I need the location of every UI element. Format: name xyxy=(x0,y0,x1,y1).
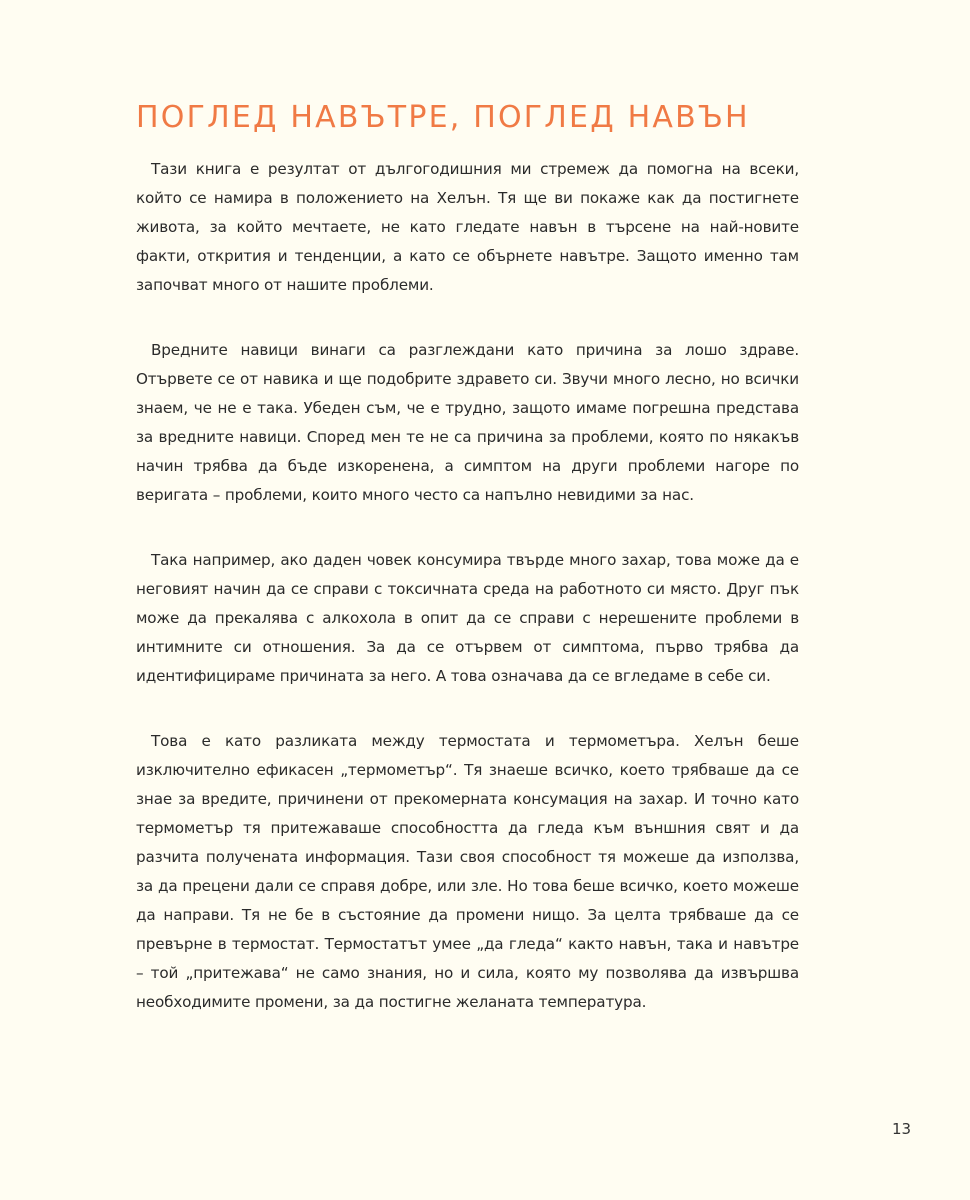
page-title: ПОГЛЕД НАВЪТРЕ, ПОГЛЕД НАВЪН xyxy=(136,100,750,135)
paragraph-4: Това е като разликата между термостата и термометъра. Хелън беше изключително ефикасен „термометър“. Тя знаеше всичко, което трябваше да се знае за вредите, причинени от прекомерната консумация на захар. И точно като термометър тя притежаваше способността да гледа към външния свят и да разчита получената информация. Тази своя способност тя можеше да използва, за да прецени дали се справя добре, или зле. Но това беше всичко, което можеше да направи. Тя не бе в състояние да промени нищо. За целта трябваше да се превърне в термостат. Термостатът умее „да гледа“ както навън, така и навътре – той „притежава“ не само знания, но и сила, която му позволява да извършва необходимите промени, за да постигне желаната температура. xyxy=(136,732,799,1011)
paragraph-3: Така например, ако даден човек консумира твърде много захар, това може да е неговият начин да се справи с токсичната среда на работното си място. Друг пък може да прекалява с алкохола в опит да се справи с нерешените проблеми в интимните си отношения. За да се отървем от симптома, първо трябва да идентифицираме причината за него. А това означава да се вгледаме в себе си. xyxy=(136,551,799,685)
body-text xyxy=(136,155,799,1053)
paragraph-1: Тази книга е резултат от дългогодишния ми стремеж да помогна на всеки, който се намира в положението на Хелън. Тя ще ви покаже как да постигнете живота, за който мечтаете, не като гледате навън в търсене на най-новите факти, открития и тенденции, а като се обърнете навътре. Защото именно там започват много от нашите проблеми. xyxy=(136,160,799,294)
page-number: 13 xyxy=(892,1120,912,1138)
paragraph-2: Вредните навици винаги са разглеждани като причина за лошо здраве. Отървете се от навика и ще подобрите здравето си. Звучи много лесно, но всички знаем, че не е така. Убеден съм, че е трудно, защото имаме погрешна представа за вредните навици. Според мен те не са причина за проблеми, която по някакъв начин трябва да бъде изкоренена, а симптом на други проблеми нагоре по веригата – проблеми, които много често са напълно невидими за нас. xyxy=(136,341,799,504)
